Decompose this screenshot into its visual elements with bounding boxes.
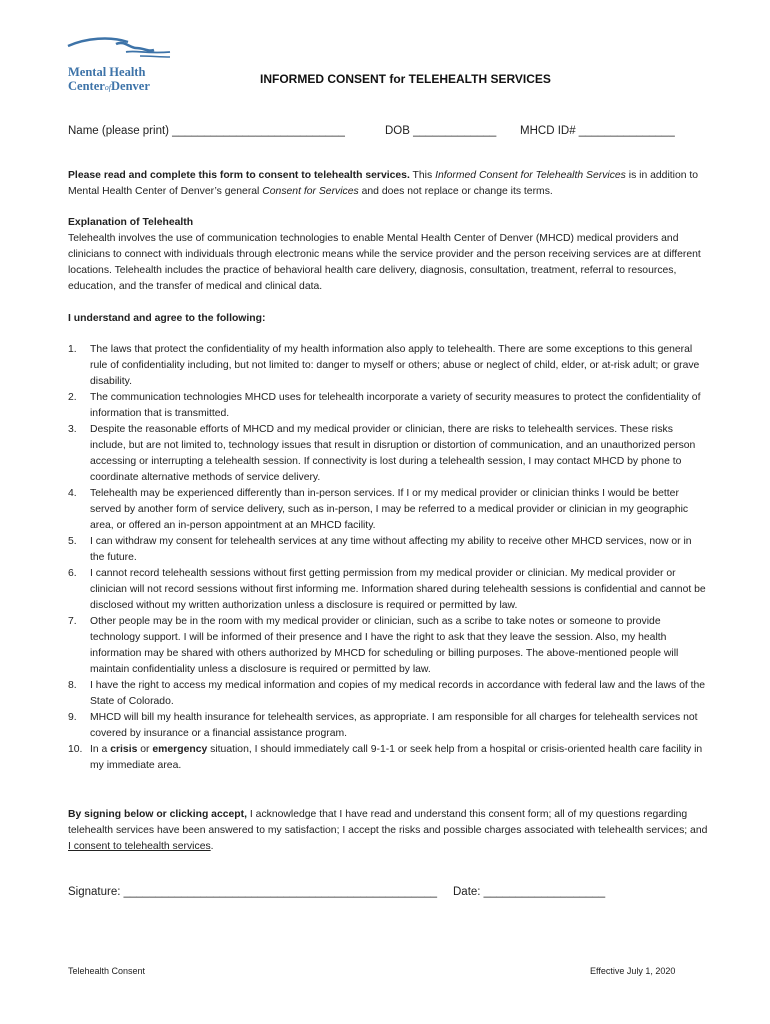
item-text: Despite the reasonable efforts of MHCD and my medical provider or clinician, there are risks to telehealth services. These risks include, but are not limited to, technology issues that result in disruption or distortion of communication, and an unauthorized person accessing or interrupting a telehealth session. If connectivity is lost during a telehealth session, I may contact MHCD by phone to coordinate alternative methods of service delivery. (90, 424, 696, 483)
closing-paragraph (68, 807, 708, 855)
item-number: 3. (68, 424, 77, 435)
item-number: 10. (68, 744, 83, 755)
closing-bold: By signing below or clicking accept, (68, 809, 247, 820)
item-number: 2. (68, 392, 77, 403)
list-item (68, 710, 708, 742)
list-item (68, 742, 708, 774)
list-item (68, 614, 708, 678)
footer-left: Telehealth Consent (68, 966, 146, 976)
intro-paragraph (68, 168, 708, 200)
name-field[interactable]: Name (please print) ___________________________ (68, 125, 345, 137)
closing-text: I acknowledge that I have read and understand this consent form; all of my questions regarding telehealth services have been answered to my satisfaction; I accept the risks and possible charges associated with telehealth services; and (68, 809, 708, 836)
closing-end: . (210, 841, 214, 852)
item-text: I have the right to access my medical information and copies of my medical records in accordance with federal law and the laws of the State of Colorado. (90, 680, 706, 707)
list-item (68, 422, 708, 486)
logo-line1: Mental Health (68, 65, 146, 79)
item-number: 4. (68, 488, 77, 499)
intro-text-3: and does not replace or change its terms. (358, 186, 553, 197)
intro-italic-2: Consent for Services (262, 186, 359, 197)
list-item (68, 566, 708, 614)
item-number: 9. (68, 712, 77, 723)
date-field[interactable]: Date: ___________________ (453, 886, 606, 898)
logo-wordmark (68, 65, 150, 95)
intro-text-2: is in addition to Mental Health Center of Denver’s general (68, 170, 699, 197)
logo-of: of (104, 83, 112, 92)
signature-field[interactable]: Signature: _________________________________________________ (68, 886, 438, 898)
agreement-heading: I understand and agree to the following: (68, 313, 266, 324)
mhcd-id-field[interactable]: MHCD ID# _______________ (520, 125, 675, 137)
explanation-heading: Explanation of Telehealth (68, 217, 194, 228)
item10-text-3: situation, I should immediately call 9-1-1 or seek help from a hospital or crisis-oriented health care facility in my immediate area. (90, 744, 703, 771)
item10-crisis: crisis (110, 744, 138, 755)
item-text: Other people may be in the room with my medical provider or clinician, such as a scribe to take notes or someone to provide technology support. I will be informed of their presence and I have the right to ask that they leave the session. Also, my health information may be shared with others authorized by MHCD for scheduling or billing purposes. The above-mentioned people will maintain confidentiality unless a disclosure is required or permitted by law. (90, 616, 679, 675)
intro-bold: Please read and complete this form to consent to telehealth services. (68, 170, 410, 181)
footer-right: Effective July 1, 2020 (590, 966, 676, 976)
list-item (68, 678, 708, 710)
list-item (68, 486, 708, 534)
wave-logo-icon (66, 36, 172, 66)
item-text: Telehealth may be experienced differently than in-person services. If I or my medical provider or clinician thinks I would be better served by another form of service delivery, such as in-person, I may be referred to a medical provider or clinician in my geographic area, or offered an in-person appointment at an MHCD facility. (90, 488, 689, 531)
item-number: 8. (68, 680, 77, 691)
logo-line2 (68, 79, 150, 95)
item-number: 5. (68, 536, 77, 547)
logo-center: Center (68, 79, 105, 93)
item-text: The communication technologies MHCD uses for telehealth incorporate a variety of security measures to protect the confidentiality of information that is transmitted. (90, 392, 701, 419)
item10-text-1: In a (90, 744, 111, 755)
item10-text-2: or (137, 744, 153, 755)
item-number: 1. (68, 344, 77, 355)
list-item (68, 534, 708, 566)
page-title: INFORMED CONSENT for TELEHEALTH SERVICES (260, 72, 551, 86)
item-number: 6. (68, 568, 77, 579)
list-item (68, 342, 708, 390)
item-text: MHCD will bill my health insurance for telehealth services, as appropriate. I am responsible for all charges for telehealth services not covered by insurance or a financial assistance program. (90, 712, 698, 739)
explanation-paragraph: Telehealth involves the use of communication technologies to enable Mental Health Center of Denver (MHCD) medical providers and clinicians to connect with individuals through electronic means while the service provider and the person receiving services are at different locations. Telehealth includes the practice of behavioral health care delivery, diagnosis, consultation, treatment, referral to resources, education, and the transfer of medical and clinical data. (68, 233, 701, 292)
list-item (68, 390, 708, 422)
mhcd-logo (66, 36, 172, 98)
item-number: 7. (68, 616, 77, 627)
consent-phrase: I consent to telehealth services (68, 841, 211, 852)
item-text: I cannot record telehealth sessions without first getting permission from my medical provider or clinician. My medical provider or clinician will not record sessions without first informing me. Information shared during telehealth sessions is confidential and cannot be disclosed without my written authorization unless a disclosure is required or permitted by law. (90, 568, 706, 611)
intro-italic-1: Informed Consent for Telehealth Services (435, 170, 626, 181)
dob-field[interactable]: DOB _____________ (385, 125, 497, 137)
intro-text-1: This (409, 170, 436, 181)
item-text: I can withdraw my consent for telehealth services at any time without affecting my ability to receive other MHCD services, now or in the future. (90, 536, 692, 563)
item-text: The laws that protect the confidentiality of my health information also apply to telehealth. There are some exceptions to this general rule of confidentiality including, but not limited to: danger to myself or others; abuse or neglect of child, elder, or at-risk adult; or grave disability. (90, 344, 700, 387)
logo-denver: Denver (111, 79, 150, 93)
agreement-list (68, 342, 708, 774)
item10-emergency: emergency (152, 744, 208, 755)
